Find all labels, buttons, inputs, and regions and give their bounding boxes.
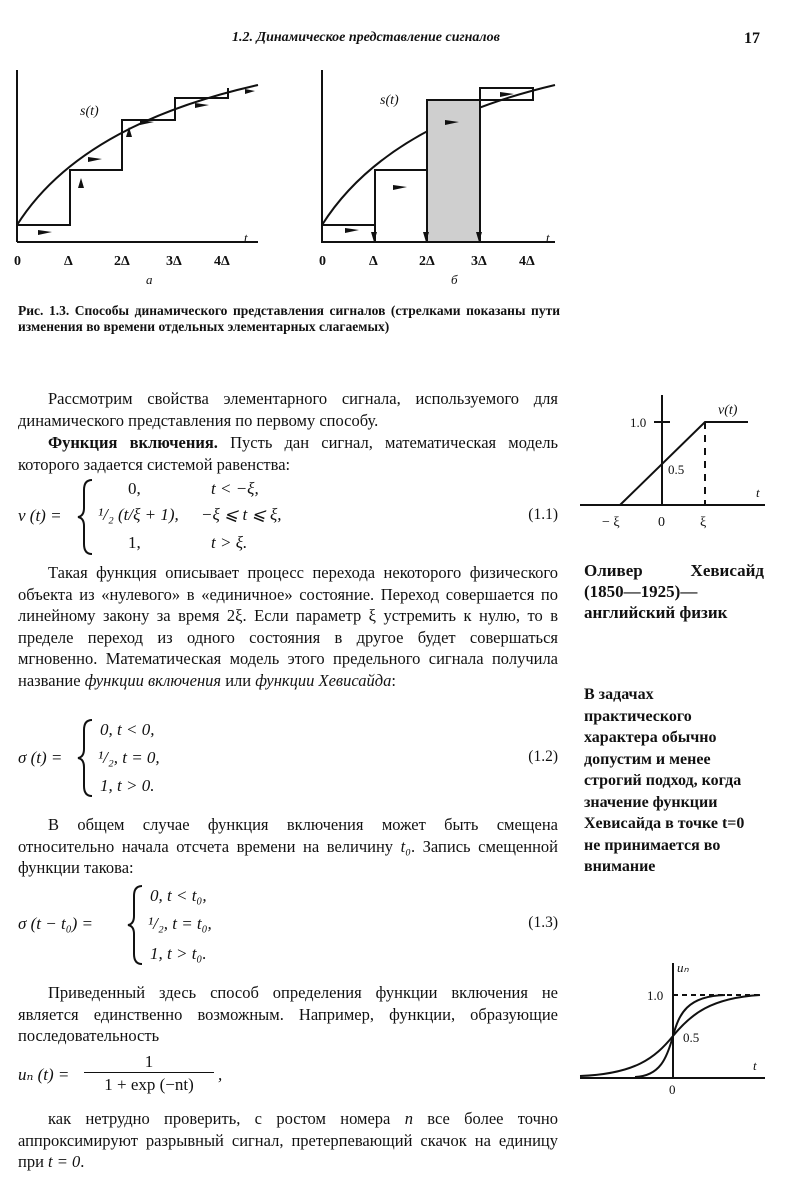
label-05: 0.5 [668, 462, 685, 477]
bar-1 [375, 170, 427, 242]
paragraph-4-text: В общем случае функция включения может быть смещена относительно начала отсчета времени на величину [18, 815, 558, 856]
paragraph-2-text: Пусть дан сигнал, математическая модель которого задается системой равенства: [18, 433, 558, 474]
symbol-t-eq-0: t = 0 [48, 1152, 81, 1171]
symbol-n: n [404, 1109, 413, 1128]
equation-un [18, 1052, 558, 1102]
eq11-number: (1.1) [528, 506, 558, 523]
tick-0: 0 [319, 254, 326, 269]
tick-4: 4Δ [519, 254, 535, 269]
eq13-row1: 0, t < t₀, [150, 886, 207, 905]
paragraph-3-or: или [221, 670, 256, 690]
equation-1-2 [18, 718, 558, 798]
figure-1-3b [305, 70, 575, 290]
eq11-row2-cond: −ξ ⩽ t ⩽ ξ, [201, 505, 282, 524]
paragraph-4 [18, 814, 558, 879]
staircase [17, 88, 228, 225]
label-u: uₙ [677, 960, 689, 975]
eq12-number: (1.2) [528, 748, 558, 765]
label-05: 0.5 [683, 1030, 700, 1045]
eq11-row1-val: 0, [128, 479, 141, 498]
label-1: 1.0 [630, 415, 647, 430]
paragraph-6 [18, 1108, 558, 1173]
fraction-numerator: 1 [144, 1052, 154, 1071]
label-s-t: s(t) [380, 93, 399, 108]
label-s-t: s(t) [80, 104, 99, 119]
tick-3: 3Δ [471, 254, 487, 269]
figure-v-t [580, 390, 780, 540]
equation-1-3 [18, 884, 558, 966]
eq12-row2: ¹/₂, t = 0, [98, 748, 160, 767]
eq11-row2-val: ¹/₂ (t/ξ + 1), [98, 505, 179, 524]
curve-fast [635, 995, 725, 1077]
paragraph-3-end: : [391, 670, 396, 690]
eq13-lhs: σ (t − t₀) = [18, 914, 94, 933]
figure-caption: Рис. 1.3. Способы динамического представления сигналов (стрелками показаны пути изменения во времени отдельных элементарных слагаемых) [18, 303, 560, 334]
left-brace [126, 884, 146, 966]
tick-0: 0 [14, 254, 21, 269]
tick-0: 0 [658, 515, 665, 530]
fraction [84, 1052, 214, 1095]
tick-xi: ξ [700, 515, 707, 530]
running-header: 1.2. Динамическое представление сигналов [232, 30, 500, 45]
fraction-denominator: 1 + exp (−nt) [84, 1072, 214, 1095]
term-heaviside-function: функции Хевисайда [255, 670, 392, 690]
tick-1: Δ [369, 254, 378, 269]
label-1: 1.0 [647, 988, 664, 1003]
eq12-row3: 1, t > 0. [100, 776, 155, 795]
eq13-row3: 1, t > t₀. [150, 944, 207, 963]
paragraph-3-text: Такая функция описывает процесс перехода некоторого физического объекта из «нулевого» в «единичное» состояние. Переход совершается по линейному закону за время 2ξ. Если параметр ξ устремить к нулю, то в пределе переход из одного состояния в другое будет совершаться мгновенно. Математическая модель этого предельного сигнала получила название [18, 563, 558, 690]
eq12-row1: 0, t < 0, [100, 720, 155, 739]
curve-s [17, 85, 258, 225]
left-brace [76, 718, 96, 798]
label-t: t [756, 485, 760, 500]
eq11-row1-cond: t < −ξ, [211, 479, 259, 498]
tick-2: 2Δ [419, 254, 435, 269]
left-brace [76, 478, 96, 556]
term-switch-function: функции включения [84, 670, 222, 690]
eq14-lhs: uₙ (t) = [18, 1065, 70, 1084]
curve-slow [580, 995, 760, 1076]
tick-1: Δ [64, 254, 73, 269]
eq11-lhs: v (t) = [18, 506, 62, 525]
label-0: 0 [669, 1082, 676, 1097]
paragraph-5: Приведенный здесь способ определения функции включения не является единственно возможным. Например, функции, образующие последовательность [18, 983, 558, 1045]
eq11-row3-cond: t > ξ. [211, 533, 248, 552]
tick-3: 3Δ [166, 254, 182, 269]
tick-2: 2Δ [114, 254, 130, 269]
label-t: t [546, 230, 550, 245]
label-t: t [753, 1058, 757, 1073]
paragraph-1: Рассмотрим свойства элементарного сигнала, используемого для динамического представления по первому способу. [18, 389, 558, 430]
side-note: В задачах практического характера обычно допустим и менее строгий подход, когда значение функции Хевисайда в точке t=0 не принимается во внимание [584, 686, 745, 875]
figure-un-t [575, 958, 775, 1098]
eq13-row2: ¹/₂, t = t₀, [148, 914, 212, 933]
label-b: б [451, 272, 458, 287]
tick-minus-xi: − ξ [602, 515, 620, 530]
paragraph-4-end: . Запись смещенной функции такова: [18, 836, 558, 877]
figure-1-3a [0, 70, 270, 290]
symbol-t0: t₀ [400, 836, 411, 856]
eq11-row3-val: 1, [128, 533, 141, 552]
page-number: 17 [744, 30, 760, 47]
eq14-comma: , [218, 1065, 223, 1084]
paragraph-6-text: как нетрудно проверить, с ростом номера [48, 1109, 405, 1128]
eq12-lhs: σ (t) = [18, 748, 63, 767]
equation-1-1 [18, 478, 558, 556]
tick-4: 4Δ [214, 254, 230, 269]
paragraph-6-end: . [80, 1152, 85, 1171]
paragraph-6-mid: все более точно аппроксимируют разрывный сигнал, претерпевающий скачок на единицу при [18, 1109, 558, 1171]
label-t: t [244, 230, 248, 245]
bar-0 [322, 225, 375, 242]
section-run-in: Функция включения. [48, 433, 218, 452]
paragraph-2 [18, 432, 558, 475]
bio-heaviside: Оливер Хевисайд (1850—1925)—английский физик [584, 561, 764, 622]
eq13-number: (1.3) [528, 914, 558, 931]
label-a: а [146, 272, 153, 287]
label-v: v(t) [718, 403, 738, 418]
paragraph-3 [18, 562, 558, 691]
